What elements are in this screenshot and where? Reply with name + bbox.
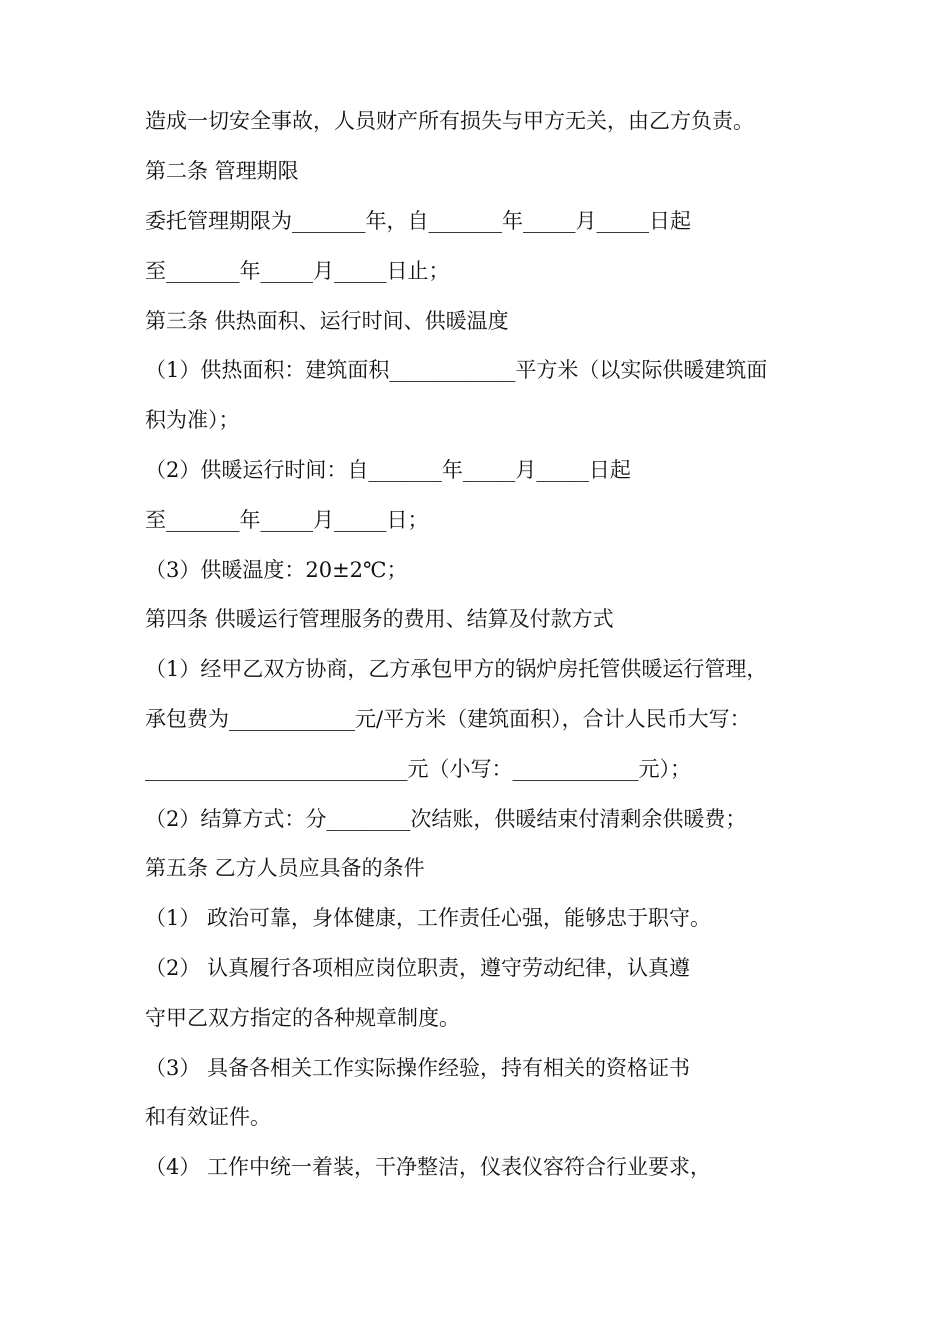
requirement-4-line: （4） 工作中统一着装，干净整洁，仪表仪容符合行业要求，: [145, 1155, 712, 1179]
operation-time-line: （2）供暖运行时间：自_______年_____月_____日起: [145, 458, 631, 482]
term-period-line: 委托管理期限为_______年，自_______年_____月_____日起: [145, 209, 691, 233]
term-end-line: 至_______年_____月_____日止；: [145, 259, 450, 283]
requirement-2-continuation: 守甲乙双方指定的各种规章制度。: [145, 1006, 460, 1030]
heating-area-continuation: 积为准）；: [145, 408, 240, 432]
operation-time-end-line: 至_______年_____月_____日；: [145, 508, 429, 532]
contract-fee-total-line: _________________________元（小写：____________元）；: [145, 757, 691, 781]
heating-area-line: （1）供热面积：建筑面积____________平方米（以实际供暖建筑面: [145, 358, 768, 382]
heating-temperature-line: （3）供暖温度：20±2℃；: [145, 558, 408, 582]
article-4-heading: 第四条 供暖运行管理服务的费用、结算及付款方式: [145, 607, 614, 631]
requirement-2-line: （2） 认真履行各项相应岗位职责，遵守劳动纪律，认真遵: [145, 956, 691, 980]
paragraph-accident-liability: 造成一切安全事故，人员财产所有损失与甲方无关，由乙方负责。: [145, 109, 754, 133]
contract-fee-line: （1）经甲乙双方协商，乙方承包甲方的锅炉房托管供暖运行管理，: [145, 657, 768, 681]
requirement-1-line: （1） 政治可靠，身体健康，工作责任心强，能够忠于职守。: [145, 906, 712, 930]
settlement-method-line: （2）结算方式：分________次结账，供暖结束付清剩余供暖费；: [145, 807, 747, 831]
requirement-3-line: （3） 具备各相关工作实际操作经验，持有相关的资格证书: [145, 1056, 691, 1080]
requirement-3-continuation: 和有效证件。: [145, 1105, 271, 1129]
article-3-heading: 第三条 供热面积、运行时间、供暖温度: [145, 309, 509, 333]
article-2-heading: 第二条 管理期限: [145, 159, 299, 183]
article-5-heading: 第五条 乙方人员应具备的条件: [145, 856, 425, 880]
contract-fee-amount-line: 承包费为____________元/平方米（建筑面积），合计人民币大写：: [145, 707, 751, 731]
